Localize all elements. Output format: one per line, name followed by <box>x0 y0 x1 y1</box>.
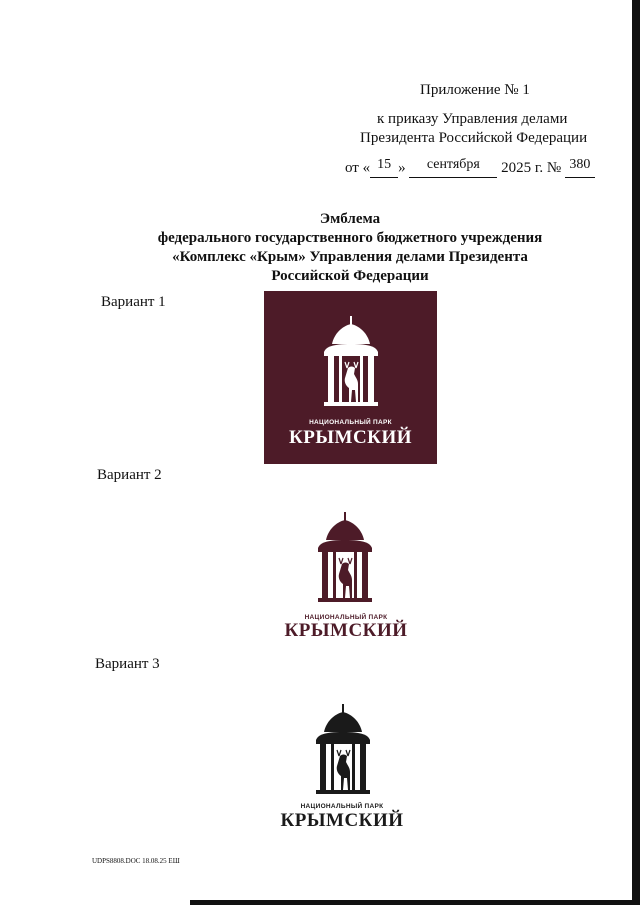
date-mid: » <box>398 160 406 176</box>
order-line-1: к приказу Управления делами <box>377 111 568 127</box>
order-line-2: Президента Российской Федерации <box>360 130 588 146</box>
park-subtitle-2: НАЦИОНАЛЬНЫЙ ПАРК <box>304 614 388 621</box>
day-field <box>370 157 398 178</box>
number-value: 380 <box>569 157 591 172</box>
park-name-3: КРЫМСКИЙ <box>280 810 404 831</box>
variant-2-label: Вариант 2 <box>97 467 162 483</box>
park-name-1: КРЫМСКИЙ <box>288 427 413 448</box>
title-line-2: федерального государственного бюджетного учреждения <box>157 230 543 246</box>
title-line-1: Эмблема <box>319 211 381 227</box>
park-name-2: КРЫМСКИЙ <box>284 620 408 641</box>
appendix-number: Приложение № 1 <box>420 82 530 98</box>
rotunda-deer-icon <box>320 316 382 411</box>
month-field <box>409 157 497 178</box>
title-line-3: «Комплекс «Крым» Управления делами Президента <box>172 249 528 265</box>
park-subtitle-3: НАЦИОНАЛЬНЫЙ ПАРК <box>300 803 384 810</box>
variant-3-label: Вариант 3 <box>95 656 160 672</box>
emblem-variant-2 <box>314 512 376 607</box>
year-text: 2025 г. № <box>501 160 562 176</box>
title-line-4: Российской Федерации <box>271 268 429 284</box>
rotunda-deer-icon <box>314 512 376 607</box>
emblem-variant-3 <box>312 704 374 799</box>
document-code: UDPS8808.DOC 18.08.25 ЕШ <box>92 857 180 865</box>
scan-edge-right <box>632 0 640 905</box>
document-title <box>120 210 580 286</box>
park-subtitle-1: НАЦИОНАЛЬНЫЙ ПАРК <box>309 419 392 426</box>
number-field <box>565 157 595 178</box>
scan-edge-bottom <box>190 900 640 905</box>
variant-1-label: Вариант 1 <box>101 294 166 310</box>
date-prefix: от « <box>345 160 371 176</box>
emblem-variant-1 <box>264 291 437 464</box>
month-value: сентября <box>426 157 480 172</box>
rotunda-deer-icon <box>312 704 374 799</box>
order-date-line <box>345 157 595 178</box>
day-value: 15 <box>377 157 392 172</box>
